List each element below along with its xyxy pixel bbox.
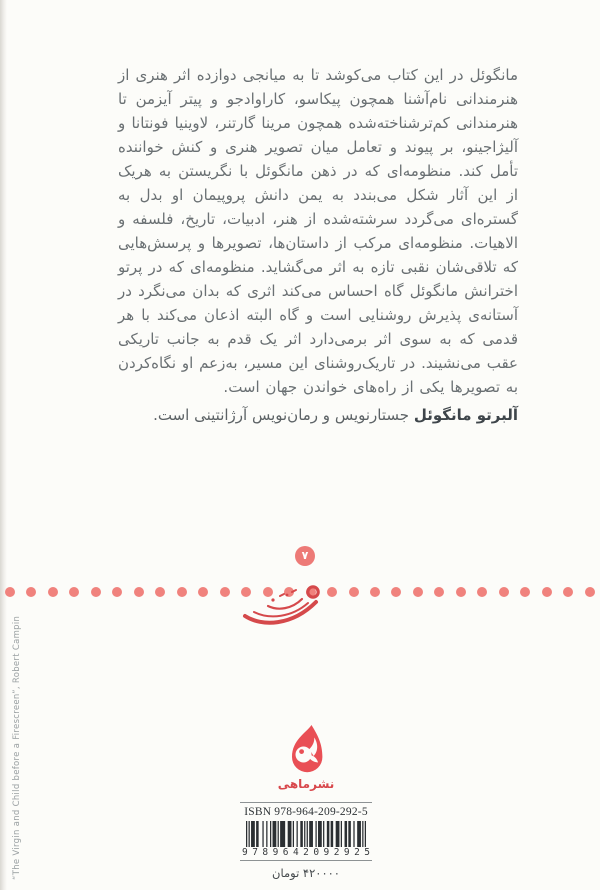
barcode-digits [240,847,372,858]
pink-dot [456,587,466,597]
cover-artwork-credit: “The Virgin and Child before a Firescreen”, Robert Campin [12,615,22,880]
series-number: ۷ [301,549,309,562]
barcode-digit: 6 [282,847,289,858]
isbn-barcode [246,821,366,847]
pink-dot [134,587,144,597]
pink-dot [413,587,423,597]
pink-dot [48,587,58,597]
barcode-digit: 5 [364,847,370,858]
series-number-badge [295,546,315,566]
pink-dot [220,587,230,597]
barcode-digit: 9 [272,847,279,858]
pink-dot [5,587,15,597]
pink-dot [434,587,444,597]
barcode-digit: 9 [242,847,248,858]
barcode-digit: 7 [252,847,258,858]
author-name: آلبرتو مانگوئل [413,406,518,424]
publisher-name: نشرماهی [277,777,335,791]
author-bio-text: جستارنویس و رمان‌نویس آرژانتینی است. [153,406,414,424]
pink-dot [349,587,359,597]
price-label: ۴۲۰۰۰۰ تومان [272,866,340,880]
isbn-block [240,802,372,858]
blurb-paragraph: مانگوئل در این کتاب می‌کوشد تا به میانجی دوازده اثر هنری از هنرمندانی نام‌آشنا همچون پیکاسو، کاراوادجو و پیتر آیزمن تا هنرمندانی کم‌ترشناخته‌شده همچون مرینا گارتنر، لاوینیا فونتانا و آلیژاجینو، بر پیوند و تعامل میان تصویر هنری و کنش خواننده تأمل کند. منظومه‌ای که در ذهن مانگوئل با نگریستن به هریک از این آثار شکل می‌بندد به یمن دانش پروپیمان او بدل به گستره‌ای می‌گردد سرشته‌شده از هنر، ادبیات، تاریخ، فلسفه و الاهیات. منظومه‌ای مرکب از داستان‌ها، تصویرها و پرسش‌هایی که تلاقی‌شان نقبی تازه به اثر می‌گشاید. منظومه‌ای که در پرتو اخترانش مانگوئل گاه احساس می‌کند اثری که بدان می‌نگرد در آستانه‌ی پذیرش روشنایی است و گاه البته اذعان می‌کند با هر قدمی که به سوی اثر برمی‌دارد اثر یک قدم به جانب تاریکی عقب می‌نشیند. در تاریک‌روشنای این مسیر، به‌زعم او نگاه‌کردن به تصویرها یکی از راه‌های خواندن جهان است. [118,66,518,396]
pink-dot [477,587,487,597]
pink-dot [112,587,122,597]
isbn-label: ISBN 978-964-209-292-5 [244,806,368,818]
pink-dot [391,587,401,597]
barcode-digit: 2 [333,847,340,858]
pink-dot [155,587,165,597]
author-bio-line [98,404,518,426]
barcode-digit: 2 [354,847,360,858]
series-calligraphy-icon [240,581,328,627]
pink-dot [542,587,552,597]
pink-dot [177,587,187,597]
barcode-digit: 8 [262,847,269,858]
pink-dot [370,587,380,597]
publisher-fish-logo-icon [289,724,325,777]
pink-dot [69,587,79,597]
pink-dot [26,587,36,597]
barcode-digit: 0 [313,847,320,858]
barcode-digit: 2 [303,847,309,858]
pink-dot [198,587,208,597]
barcode-digit: 4 [292,847,299,858]
page-left-edge-shadow [0,0,7,890]
barcode-digit: 9 [323,847,330,858]
pink-dot [499,587,509,597]
isbn-bottom-rule [240,860,372,861]
pink-dot [520,587,530,597]
pink-dot [91,587,101,597]
pink-dot [563,587,573,597]
pink-dot [585,587,595,597]
pink-dot [327,587,337,597]
barcode-digit: 9 [343,847,350,858]
